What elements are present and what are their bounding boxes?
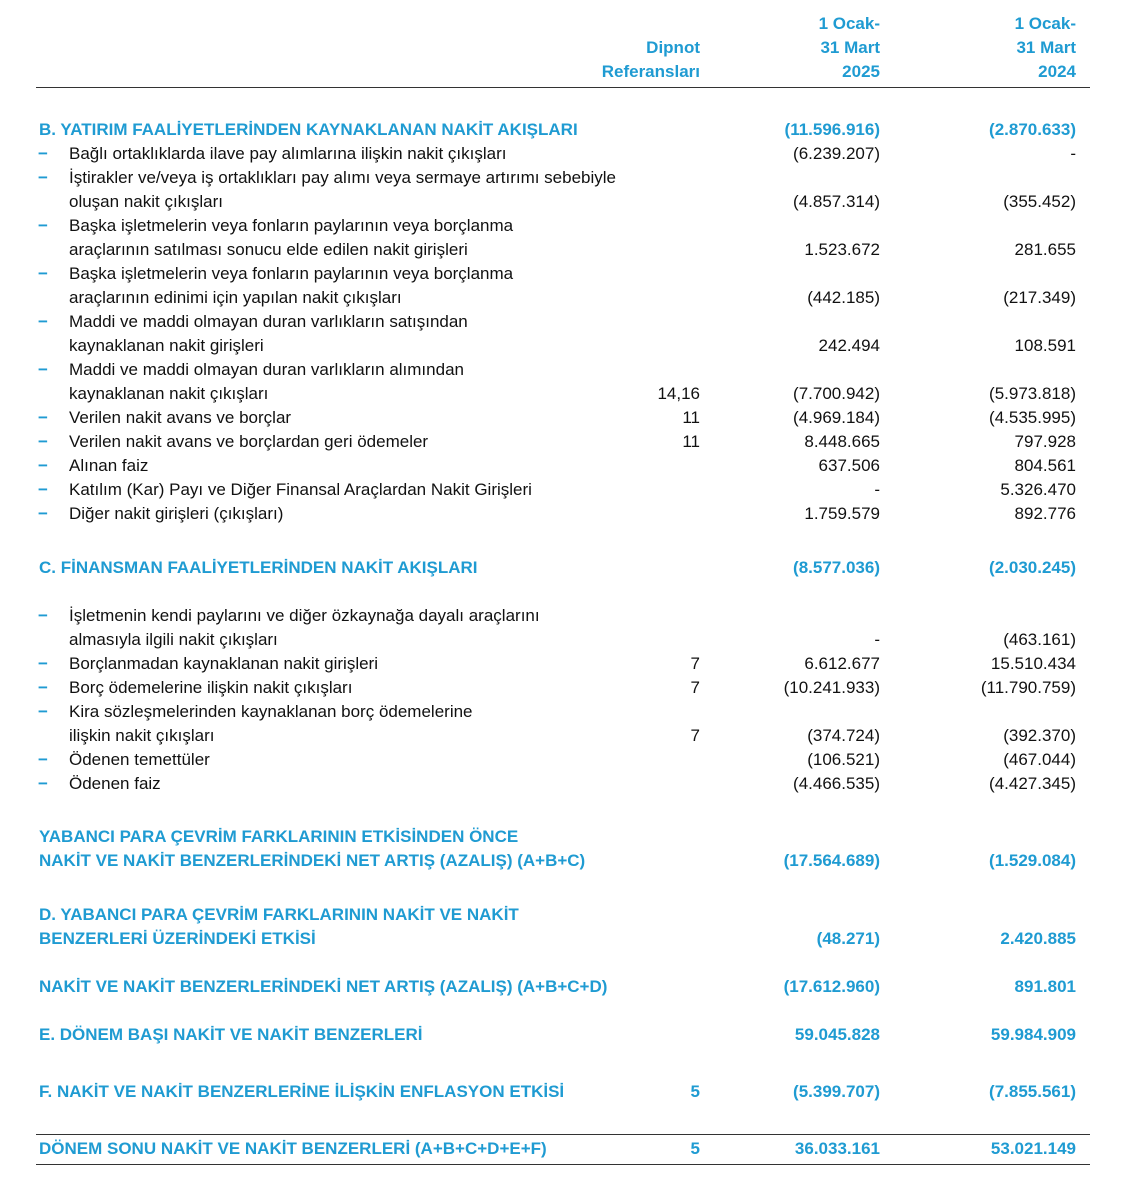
section-d-row1 xyxy=(0,903,1123,927)
row-label: Alınan faiz xyxy=(69,456,149,475)
section-e-row xyxy=(0,1023,1123,1047)
row-label: Bağlı ortaklıklarda ilave pay alımlarına ilişkin nakit çıkışları xyxy=(69,144,507,163)
section-d-2025: (48.271) xyxy=(816,929,880,948)
row-label: İştirakler ve/veya iş ortaklıkları pay alımı veya sermaye artırımı sebebiyle xyxy=(69,168,617,187)
dash-bullet: − xyxy=(38,216,48,235)
row-2025: (4.466.535) xyxy=(793,774,880,793)
section-b-2025: (11.596.916) xyxy=(784,120,880,139)
row-ref: 11 xyxy=(682,432,700,451)
table-row xyxy=(0,214,1123,238)
section-f-row xyxy=(0,1080,1123,1104)
row-2024: (217.349) xyxy=(1003,288,1076,307)
row-2025: (374.724) xyxy=(807,726,880,745)
section-e-2024: 59.984.909 xyxy=(990,1025,1076,1044)
row-2024: 892.776 xyxy=(1014,504,1076,523)
net-total-2024: 891.801 xyxy=(1014,977,1076,996)
row-2025: (442.185) xyxy=(807,288,880,307)
row-label: araçlarının satılması sonucu elde edilen nakit girişleri xyxy=(69,240,468,259)
row-label: İşletmenin kendi paylarını ve diğer özkaynağa dayalı araçlarını xyxy=(69,606,540,625)
row-2025: 6.612.677 xyxy=(804,654,880,673)
table-row xyxy=(0,430,1123,454)
table-row xyxy=(0,166,1123,190)
header-2024-line1: 1 Ocak- xyxy=(1014,14,1076,33)
total-top-rule xyxy=(36,1134,1090,1135)
row-ref: 14,16 xyxy=(657,384,700,403)
table-row xyxy=(0,676,1123,700)
row-2024: (467.044) xyxy=(1003,750,1076,769)
table-row xyxy=(0,652,1123,676)
row-label: Ödenen temettüler xyxy=(69,750,210,769)
row-2025: 1.759.579 xyxy=(804,504,880,523)
row-label: oluşan nakit çıkışları xyxy=(69,192,224,211)
table-row xyxy=(0,406,1123,430)
row-2024: 797.928 xyxy=(1014,432,1076,451)
header-col-2024 xyxy=(1015,12,1076,84)
row-label: almasıyla ilgili nakit çıkışları xyxy=(69,630,278,649)
header-dipnot-line1: Dipnot xyxy=(646,38,700,57)
section-d-2024: 2.420.885 xyxy=(1000,929,1076,948)
total-bottom-rule xyxy=(36,1164,1090,1165)
row-2025: 637.506 xyxy=(818,456,880,475)
header-dipnot-line2: Referansları xyxy=(601,62,700,81)
end-total-2025: 36.033.161 xyxy=(794,1139,880,1158)
table-row xyxy=(0,142,1123,166)
row-2024: (11.790.759) xyxy=(980,678,1076,697)
row-label: ilişkin nakit çıkışları xyxy=(69,726,215,745)
row-label: Verilen nakit avans ve borçlar xyxy=(69,408,292,427)
section-e-label: E. DÖNEM BAŞI NAKİT VE NAKİT BENZERLERİ xyxy=(39,1025,423,1044)
header-2025-line3: 2025 xyxy=(842,62,880,81)
row-2024: (463.161) xyxy=(1003,630,1076,649)
row-label: Kira sözleşmelerinden kaynaklanan borç ödemelerine xyxy=(69,702,473,721)
row-label: kaynaklanan nakit çıkışları xyxy=(69,384,269,403)
dash-bullet: − xyxy=(38,654,48,673)
row-2025: - xyxy=(874,630,880,649)
net-total-label: NAKİT VE NAKİT BENZERLERİNDEKİ NET ARTIŞ (AZALIŞ) (A+B+C+D) xyxy=(39,977,608,996)
dash-bullet: − xyxy=(38,168,48,187)
net-total-2025: (17.612.960) xyxy=(783,977,880,996)
dash-bullet: − xyxy=(38,432,48,451)
table-row xyxy=(0,700,1123,724)
header-col-2025 xyxy=(819,12,880,84)
end-total-2024: 53.021.149 xyxy=(990,1139,1076,1158)
net-before-label-2: NAKİT VE NAKİT BENZERLERİNDEKİ NET ARTIŞ (AZALIŞ) (A+B+C) xyxy=(39,851,586,870)
net-before-2025: (17.564.689) xyxy=(783,851,880,870)
end-total-label: DÖNEM SONU NAKİT VE NAKİT BENZERLERİ (A+B+C+D+E+F) xyxy=(39,1139,547,1158)
row-2025: (10.241.933) xyxy=(783,678,880,697)
table-row-cont xyxy=(0,724,1123,748)
section-d-label-2: BENZERLERİ ÜZERİNDEKİ ETKİSİ xyxy=(39,929,316,948)
row-2024: 5.326.470 xyxy=(1000,480,1076,499)
row-label: Başka işletmelerin veya fonların paylarının veya borçlanma xyxy=(69,216,514,235)
header-2025-line1: 1 Ocak- xyxy=(818,14,880,33)
header-2024-line2: 31 Mart xyxy=(1016,38,1076,57)
row-label: Maddi ve maddi olmayan duran varlıkların alımından xyxy=(69,360,464,379)
table-row-cont xyxy=(0,238,1123,262)
end-total-ref: 5 xyxy=(690,1139,700,1158)
section-d-row2 xyxy=(0,927,1123,951)
row-2024: (4.427.345) xyxy=(989,774,1076,793)
net-before-row1 xyxy=(0,825,1123,849)
row-label: Borçlanmadan kaynaklanan nakit girişleri xyxy=(69,654,378,673)
dash-bullet: − xyxy=(38,312,48,331)
dash-bullet: − xyxy=(38,702,48,721)
table-row xyxy=(0,502,1123,526)
table-row-cont xyxy=(0,382,1123,406)
section-c-2025: (8.577.036) xyxy=(793,558,880,577)
table-row-cont xyxy=(0,190,1123,214)
row-2024: 108.591 xyxy=(1014,336,1076,355)
row-label: Maddi ve maddi olmayan duran varlıkların satışından xyxy=(69,312,468,331)
dash-bullet: − xyxy=(38,360,48,379)
section-b-title-row xyxy=(0,118,1123,142)
row-ref: 11 xyxy=(682,408,700,427)
row-2024: (5.973.818) xyxy=(989,384,1076,403)
section-d-label-1: D. YABANCI PARA ÇEVRİM FARKLARININ NAKİT VE NAKİT xyxy=(39,905,519,924)
section-b-2024: (2.870.633) xyxy=(989,120,1076,139)
row-label: Verilen nakit avans ve borçlardan geri ödemeler xyxy=(69,432,429,451)
dash-bullet: − xyxy=(38,774,48,793)
table-row xyxy=(0,772,1123,796)
section-f-2025: (5.399.707) xyxy=(793,1082,880,1101)
row-2025: (7.700.942) xyxy=(793,384,880,403)
row-label: Katılım (Kar) Payı ve Diğer Finansal Araçlardan Nakit Girişleri xyxy=(69,480,532,499)
net-before-row2 xyxy=(0,849,1123,873)
section-e-2025: 59.045.828 xyxy=(794,1025,880,1044)
row-2025: (106.521) xyxy=(807,750,880,769)
table-row-cont xyxy=(0,628,1123,652)
row-label: araçlarının edinimi için yapılan nakit çıkışları xyxy=(69,288,402,307)
row-ref: 7 xyxy=(690,678,700,697)
row-2025: 242.494 xyxy=(818,336,880,355)
end-total-row xyxy=(0,1137,1123,1161)
table-row xyxy=(0,478,1123,502)
row-2025: (4.857.314) xyxy=(793,192,880,211)
dash-bullet: − xyxy=(38,264,48,283)
row-2024: 15.510.434 xyxy=(990,654,1076,673)
dash-bullet: − xyxy=(38,678,48,697)
row-label: Başka işletmelerin veya fonların paylarının veya borçlanma xyxy=(69,264,514,283)
header-2024-line3: 2024 xyxy=(1038,62,1076,81)
row-ref: 7 xyxy=(690,726,700,745)
row-2024: 281.655 xyxy=(1014,240,1076,259)
row-2025: 1.523.672 xyxy=(804,240,880,259)
dash-bullet: − xyxy=(38,480,48,499)
table-row-cont xyxy=(0,286,1123,310)
row-2025: (4.969.184) xyxy=(793,408,880,427)
section-f-label: F. NAKİT VE NAKİT BENZERLERİNE İLİŞKİN ENFLASYON ETKİSİ xyxy=(39,1082,565,1101)
row-2024: (4.535.995) xyxy=(989,408,1076,427)
table-row xyxy=(0,358,1123,382)
dash-bullet: − xyxy=(38,456,48,475)
table-row xyxy=(0,262,1123,286)
table-row xyxy=(0,310,1123,334)
dash-bullet: − xyxy=(38,606,48,625)
header-rule xyxy=(36,87,1090,88)
section-c-2024: (2.030.245) xyxy=(989,558,1076,577)
row-2025: 8.448.665 xyxy=(804,432,880,451)
net-before-label-1: YABANCI PARA ÇEVRİM FARKLARININ ETKİSİNDEN ÖNCE xyxy=(39,827,519,846)
header-2025-line2: 31 Mart xyxy=(820,38,880,57)
section-b-title: B. YATIRIM FAALİYETLERİNDEN KAYNAKLANAN NAKİT AKIŞLARI xyxy=(39,120,578,139)
net-before-2024: (1.529.084) xyxy=(989,851,1076,870)
row-label: Diğer nakit girişleri (çıkışları) xyxy=(69,504,284,523)
dash-bullet: − xyxy=(38,144,48,163)
row-2025: - xyxy=(874,480,880,499)
section-c-title-row xyxy=(0,556,1123,580)
row-label: Borç ödemelerine ilişkin nakit çıkışları xyxy=(69,678,353,697)
row-label: Ödenen faiz xyxy=(69,774,161,793)
dash-bullet: − xyxy=(38,750,48,769)
row-2025: (6.239.207) xyxy=(793,144,880,163)
section-f-ref: 5 xyxy=(690,1082,700,1101)
table-row xyxy=(0,604,1123,628)
row-ref: 7 xyxy=(690,654,700,673)
row-label: kaynaklanan nakit girişleri xyxy=(69,336,264,355)
row-2024: (355.452) xyxy=(1003,192,1076,211)
header-dipnot xyxy=(602,36,700,84)
row-2024: (392.370) xyxy=(1003,726,1076,745)
row-2024: - xyxy=(1070,144,1076,163)
section-f-2024: (7.855.561) xyxy=(989,1082,1076,1101)
table-row xyxy=(0,748,1123,772)
dash-bullet: − xyxy=(38,504,48,523)
section-c-title: C. FİNANSMAN FAALİYETLERİNDEN NAKİT AKIŞLARI xyxy=(39,558,478,577)
dash-bullet: − xyxy=(38,408,48,427)
net-total-row xyxy=(0,975,1123,999)
table-row xyxy=(0,454,1123,478)
table-row-cont xyxy=(0,334,1123,358)
row-2024: 804.561 xyxy=(1014,456,1076,475)
